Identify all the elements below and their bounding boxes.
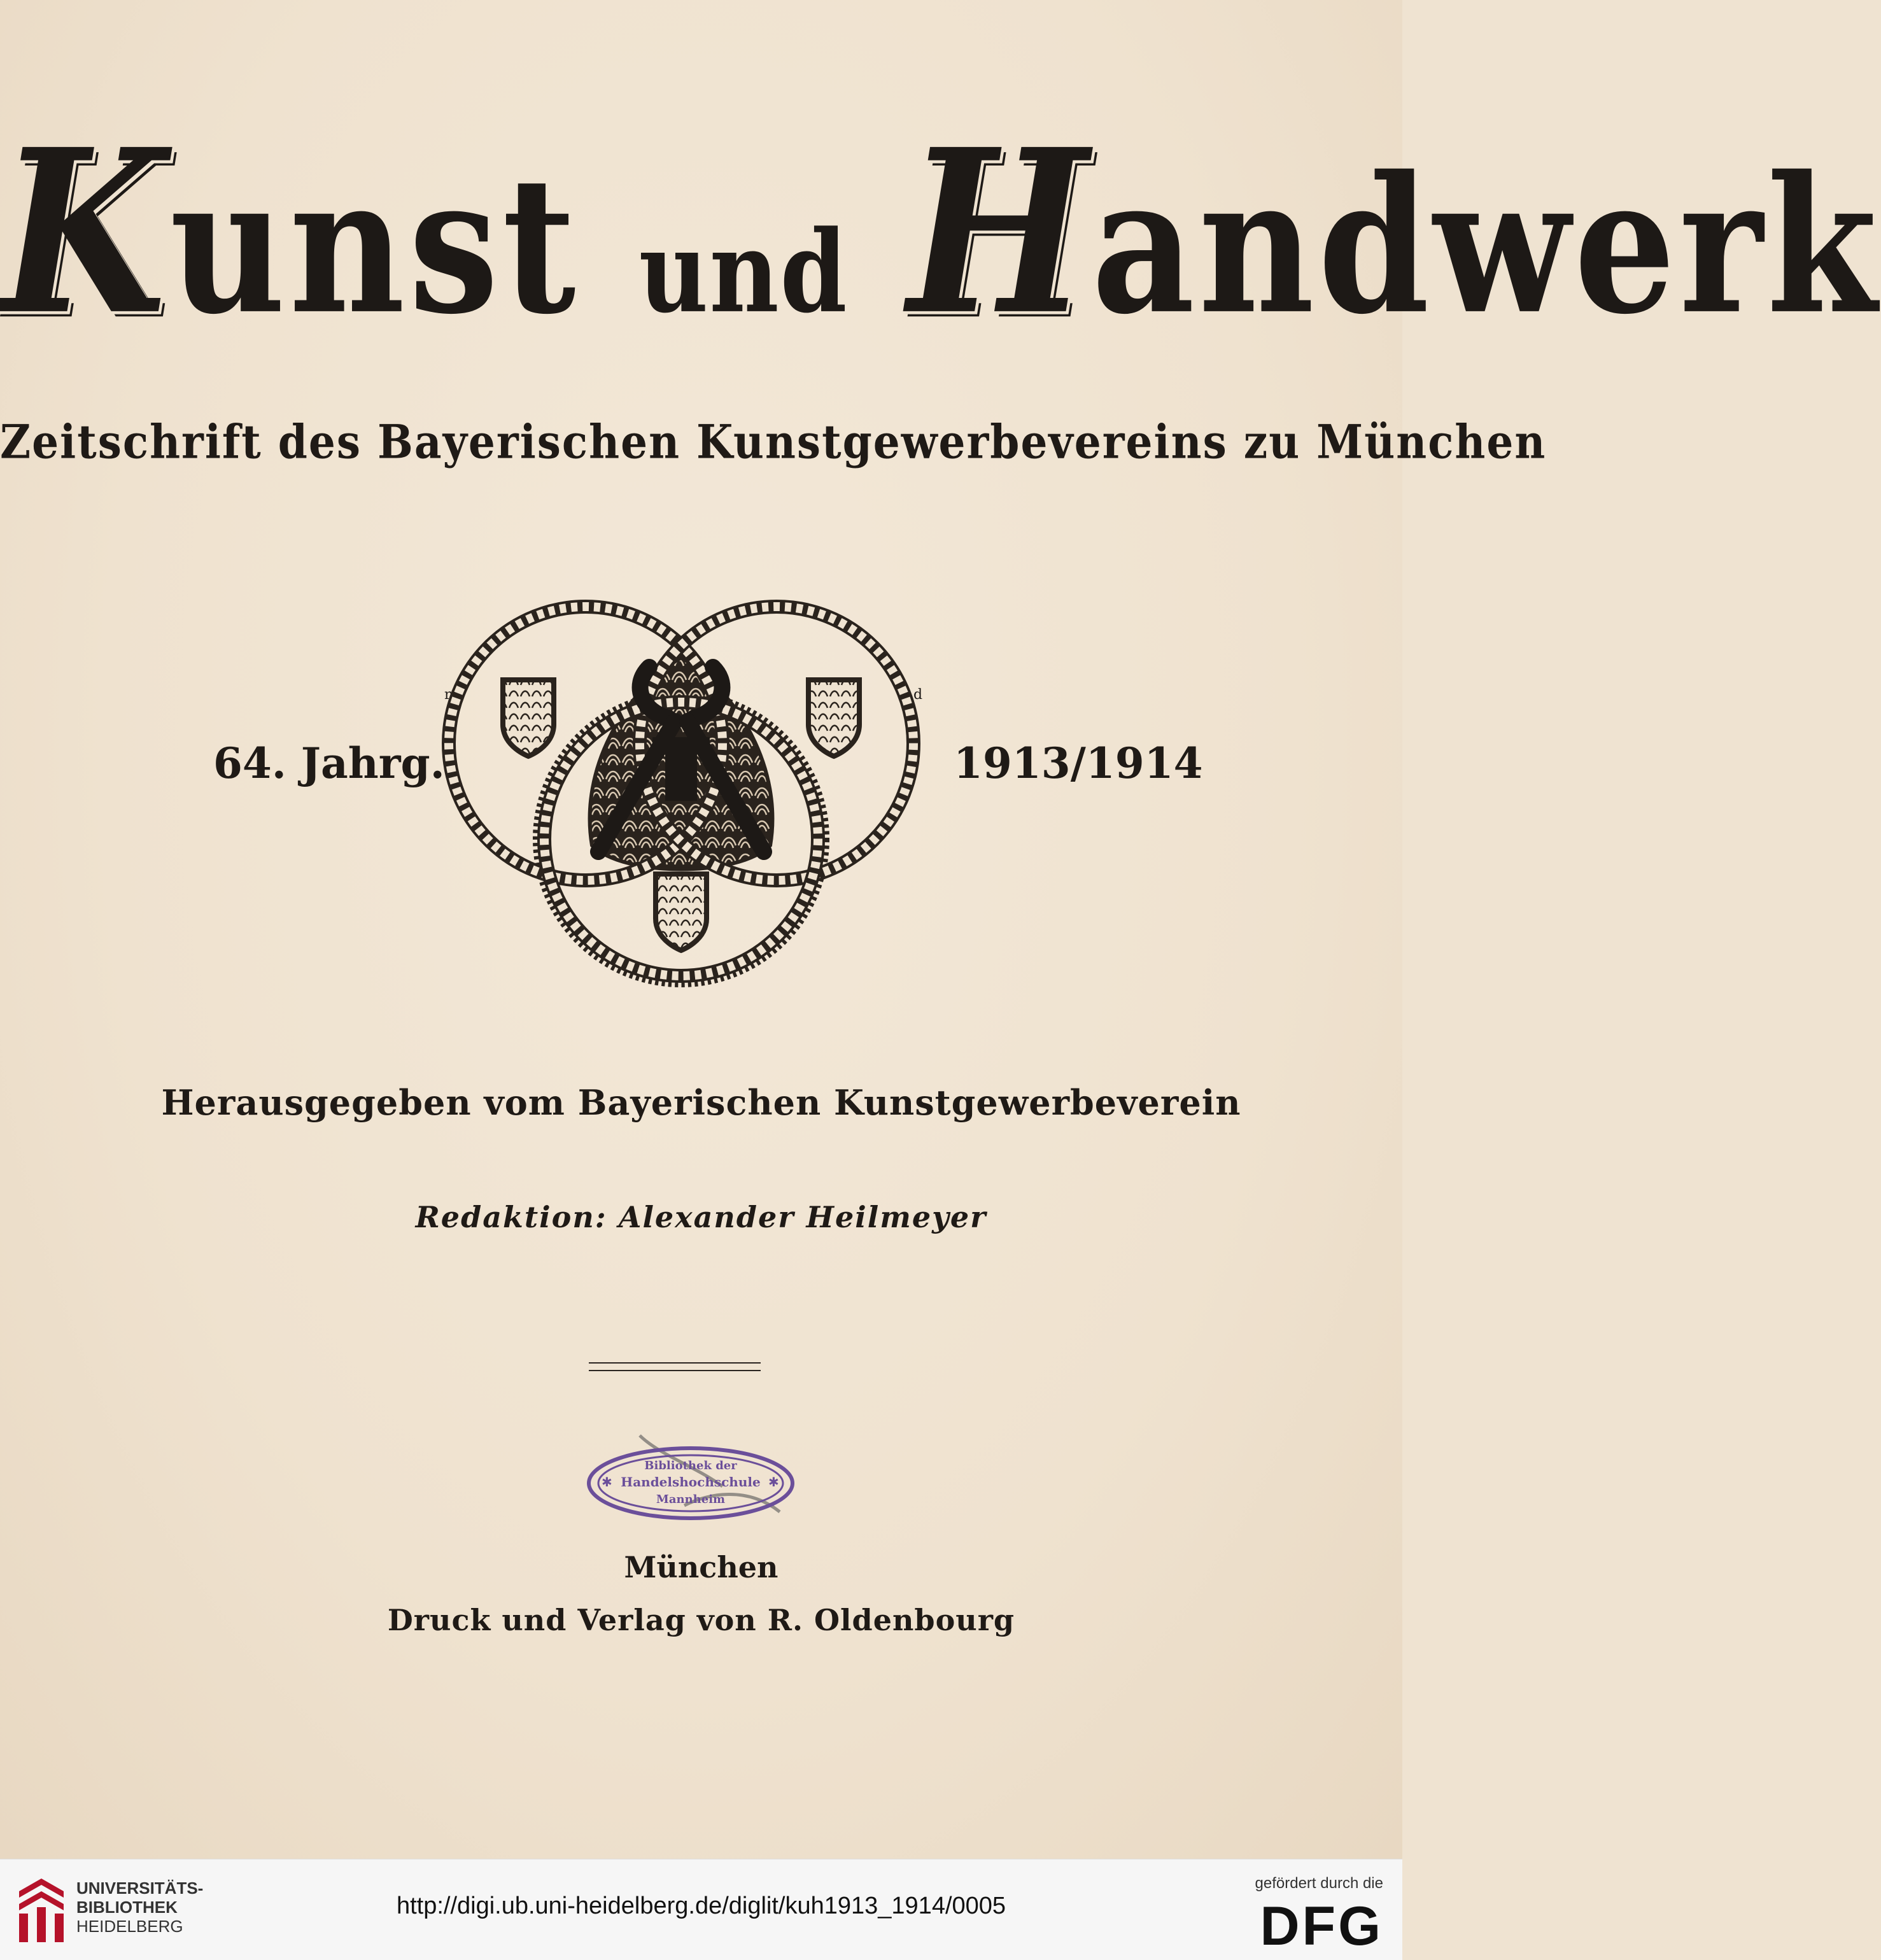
title-initial-k: K [0,99,170,365]
dfg-logo: DFG [1260,1896,1383,1957]
sponsor-label: gefördert durch die [1255,1875,1383,1892]
three-rings-emblem [439,584,923,992]
title-word-und: und [638,206,849,339]
logo-line-2: BIBLIOTHEK [76,1898,178,1917]
title-word-kunst-rest: unst [169,134,580,356]
stamp-line-1: Bibliothek der [644,1459,737,1472]
svg-text:r: r [444,687,451,703]
logo-line-1: UNIVERSITÄTS- [76,1879,204,1898]
editor-line: Redaktion: Alexander Heilmeyer [415,1200,987,1234]
permalink-url[interactable]: http://digi.ub.uni-heidelberg.de/diglit/kuh1913_1914/0005 [396,1893,1006,1919]
logo-line-3: HEIDELBERG [76,1917,183,1936]
title-word-handwerk-rest: andwerk [1092,134,1881,356]
svg-text:✱: ✱ [768,1474,779,1490]
subtitle: Zeitschrift des Bayerischen Kunstgewerbevereins zu München [0,414,1547,469]
volume-label: 64. Jahrg. [213,738,445,788]
city-line: München [624,1550,778,1584]
divider-rule-bottom [589,1370,761,1371]
divider-rule-top [589,1362,761,1364]
years-label: 1913/1914 [954,738,1203,788]
stamp-line-3: Mannheim [656,1493,726,1506]
main-title [0,99,1881,365]
publisher-line: Herausgegeben vom Bayerischen Kunstgewerbeverein [161,1082,1241,1123]
svg-text:d: d [913,687,923,703]
svg-text:✱: ✱ [602,1474,612,1490]
footer-bar [0,1859,1402,1960]
library-stamp [582,1416,818,1525]
press-line: Druck und Verlag von R. Oldenbourg [387,1603,1015,1637]
stamp-line-2: Handelshochschule [621,1474,761,1490]
title-initial-h: H [907,99,1092,365]
